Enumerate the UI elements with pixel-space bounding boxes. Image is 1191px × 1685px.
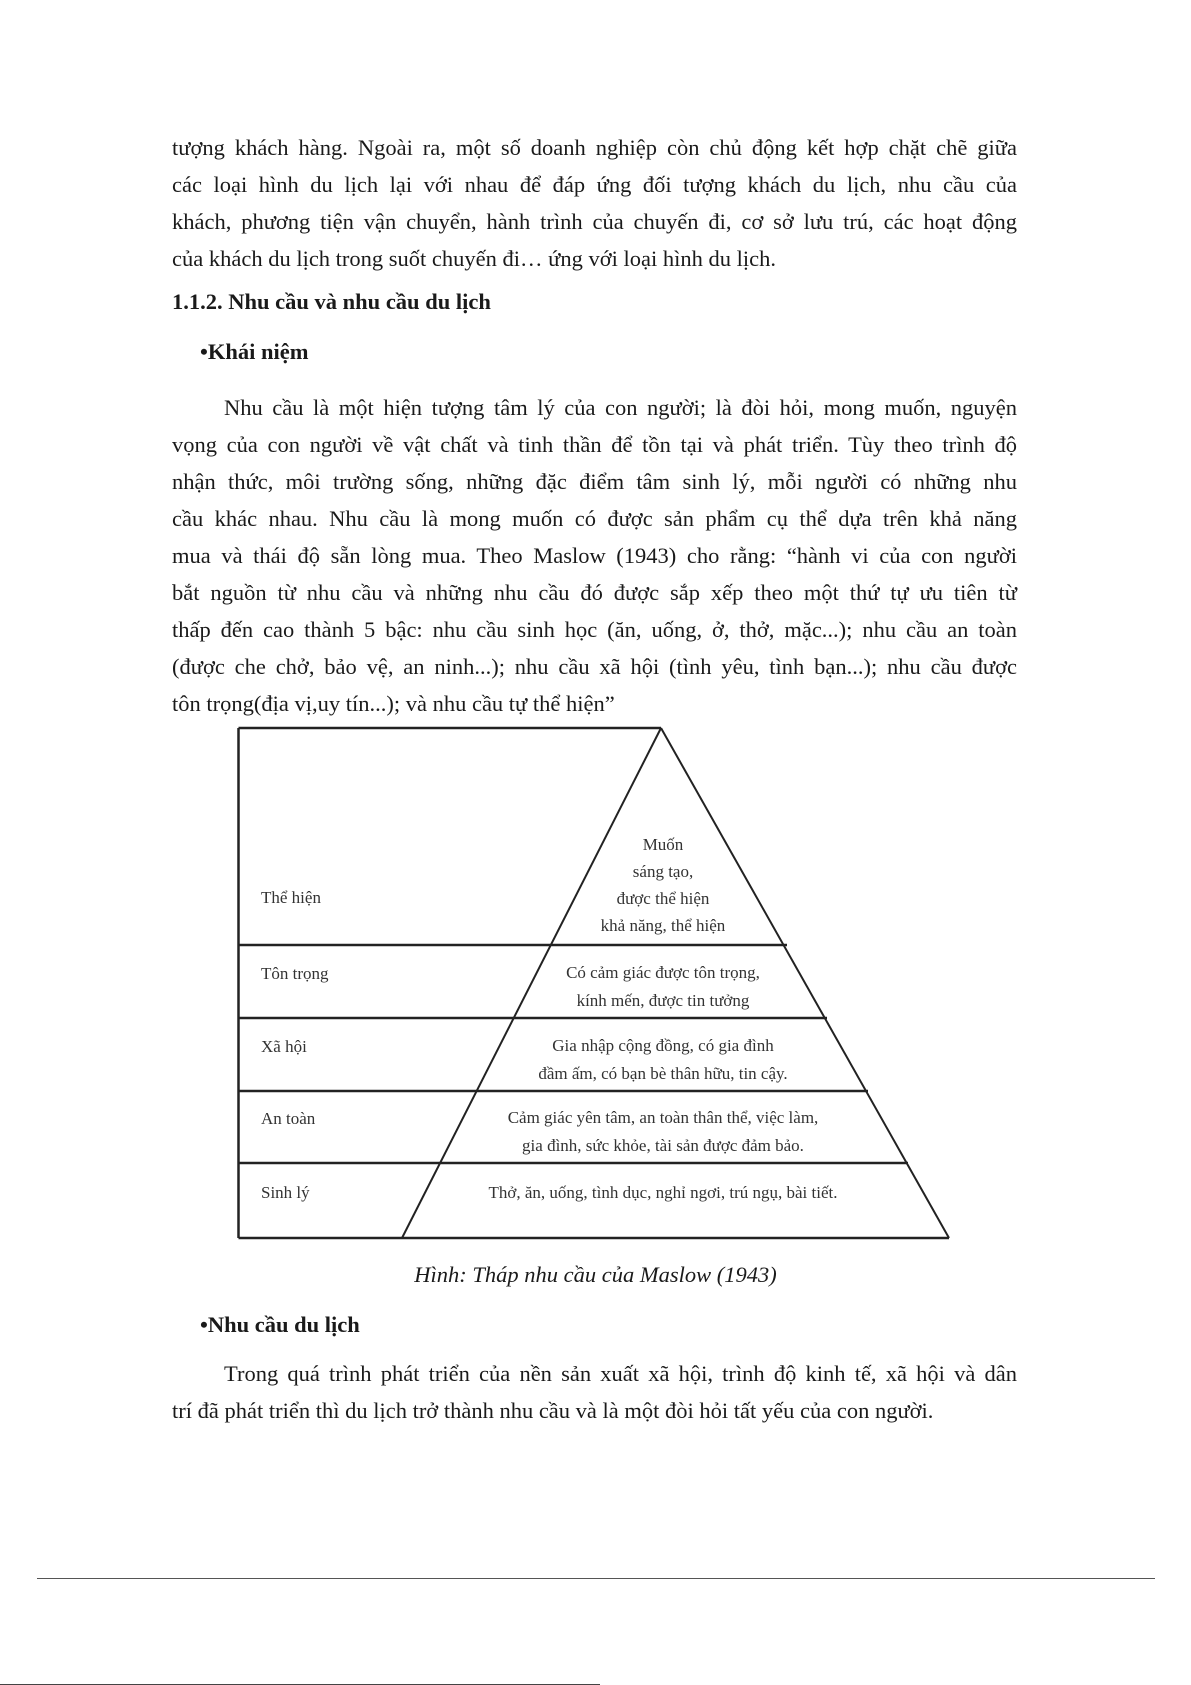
- level-label-physiological: Sinh lý: [261, 1183, 310, 1202]
- level-desc-line: Thở, ăn, uống, tình dục, nghỉ ngơi, trú ngụ, bài tiết.: [488, 1183, 838, 1202]
- level-desc-line: sáng tạo,: [632, 862, 694, 881]
- text-line: vọng của con người về vật chất và tinh thần để tồn tại và phát triển. Tùy theo trình độ: [172, 432, 1017, 457]
- maslow-pyramid-figure: [237, 725, 951, 1245]
- level-desc-line: được thể hiện: [616, 889, 710, 908]
- section-heading: 1.1.2. Nhu cầu và nhu cầu du lịch: [172, 289, 491, 314]
- level-label-social: Xã hội: [261, 1037, 307, 1056]
- text-line: khách, phương tiện vận chuyển, hành trình của chuyến đi, cơ sở lưu trú, các hoạt động: [172, 209, 1017, 234]
- text-line: các loại hình du lịch lại với nhau để đáp ứng đối tượng khách du lịch, nhu cầu của: [172, 172, 1017, 197]
- level-desc-line: kính mến, được tin tưởng: [576, 991, 750, 1010]
- text-line: thấp đến cao thành 5 bậc: nhu cầu sinh học (ăn, uống, ở, thở, mặc...); nhu cầu an toàn: [172, 617, 1017, 642]
- level-label-esteem: Tôn trọng: [261, 964, 329, 983]
- bullet-heading-tourism-demand: •Nhu cầu du lịch: [200, 1312, 360, 1337]
- text-line: trí đã phát triển thì du lịch trở thành nhu cầu và là một đòi hỏi tất yếu của con người.: [172, 1398, 934, 1423]
- text-line: bắt nguồn từ nhu cầu và những nhu cầu đó được sắp xếp theo một thứ tự ưu tiên từ: [172, 580, 1017, 605]
- text-line: của khách du lịch trong suốt chuyến đi… ứng với loại hình du lịch.: [172, 246, 776, 271]
- figure-caption: Hình: Tháp nhu cầu của Maslow (1943): [414, 1262, 777, 1287]
- text-line: Trong quá trình phát triển của nền sản xuất xã hội, trình độ kinh tế, xã hội và dân: [224, 1361, 1017, 1386]
- pyramid-right-side: [661, 728, 949, 1238]
- level-desc-line: Gia nhập cộng đồng, có gia đình: [552, 1036, 774, 1055]
- tourism-paragraph: [172, 1355, 1017, 1429]
- text-line: tượng khách hàng. Ngoài ra, một số doanh nghiệp còn chủ động kết hợp chặt chẽ giữa: [172, 135, 1017, 160]
- text-line: mua và thái độ sẵn lòng mua. Theo Maslow (1943) cho rằng: “hành vi của con người: [172, 543, 1017, 568]
- text-line: nhận thức, môi trường sống, những đặc điểm tâm sinh lý, mỗi người có những nhu: [172, 469, 1017, 494]
- level-desc-line: khả năng, thể hiện: [600, 916, 726, 935]
- level-desc-line: Cảm giác yên tâm, an toàn thân thể, việc làm,: [507, 1108, 819, 1127]
- pyramid-left-side: [402, 728, 661, 1238]
- concept-paragraph: [172, 389, 1017, 722]
- level-desc-line: đầm ấm, có bạn bè thân hữu, tin cậy.: [538, 1064, 788, 1083]
- intro-paragraph: [172, 129, 1017, 277]
- text-line: tôn trọng(địa vị,uy tín...); và nhu cầu tự thể hiện”: [172, 691, 615, 716]
- footer-divider: [37, 1578, 1155, 1579]
- text-line: (được che chở, bảo vệ, an ninh...); nhu cầu xã hội (tình yêu, tình bạn...); nhu cầu được: [172, 654, 1017, 679]
- level-desc-line: Có cảm giác được tôn trọng,: [566, 963, 760, 982]
- text-line: Nhu cầu là một hiện tượng tâm lý của con người; là đòi hỏi, mong muốn, nguyện: [224, 395, 1017, 420]
- level-desc-line: Muốn: [642, 835, 684, 854]
- bullet-heading-concept: •Khái niệm: [200, 339, 309, 364]
- level-desc-line: gia đình, sức khỏe, tài sản được đảm bảo.: [522, 1136, 804, 1155]
- level-label-self-actualization: Thể hiện: [261, 888, 321, 907]
- text-line: cầu khác nhau. Nhu cầu là mong muốn có được sản phẩm cụ thể dựa trên khả năng: [172, 506, 1017, 531]
- level-label-safety: An toàn: [261, 1109, 316, 1128]
